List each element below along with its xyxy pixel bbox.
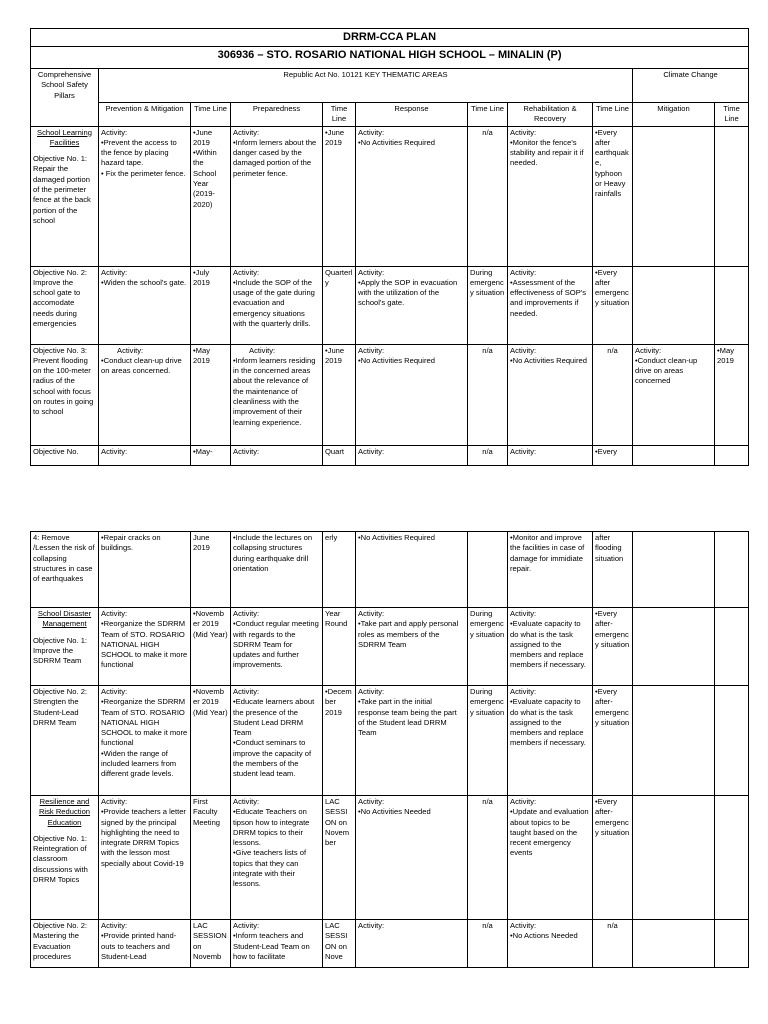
rehabilitation-cell: •Monitor and improve the facilities in case of damage for immidiate repair. — [508, 532, 593, 608]
response-cell: Activity: •Take part in the initial response team being the part of the Student lead DRRM Team — [356, 686, 468, 796]
mitigation-cell — [633, 532, 715, 608]
rehabilitation-cell: Activity: •No Actions Needed — [508, 920, 593, 968]
objective-text: Objective No. 2: Mastering the Evacuation procedures — [31, 920, 99, 968]
timeline-cell: •June 2019 — [323, 126, 356, 266]
table-row — [31, 445, 749, 465]
timeline-cell: •Every after-emergency situation — [593, 686, 633, 796]
response-cell: Activity: •Apply the SOP in evacuation with the utilization of the school's gate. — [356, 266, 468, 344]
col-timeline: Time Line — [715, 103, 749, 127]
timeline-cell — [715, 266, 749, 344]
table-row — [31, 920, 749, 968]
col-prevention: Prevention & Mitigation — [99, 103, 191, 127]
rehabilitation-cell: Activity: •Evaluate capacity to do what is the task assigned to the members and replace members if necessary. — [508, 686, 593, 796]
objective-text: Objective No. 2: Improve the school gate to accomodate needs during emergencies — [31, 266, 99, 344]
timeline-cell: •May 2019 — [715, 344, 749, 445]
timeline-cell — [715, 445, 749, 465]
prevention-cell: Activity: •Prevent the access to the fence by placing hazard tape. • Fix the perimeter fence. — [99, 126, 191, 266]
prevention-cell: •Repair cracks on buildings. — [99, 532, 191, 608]
col-timeline: Time Line — [191, 103, 231, 127]
header-pillars: Comprehensive School Safety Pillars — [31, 69, 99, 127]
timeline-cell: n/a — [468, 126, 508, 266]
response-cell: Activity: •No Activities Required — [356, 126, 468, 266]
table-row — [31, 796, 749, 920]
rehabilitation-cell: Activity: •Update and evaluation about topics to be taught based on the recent emergency events — [508, 796, 593, 920]
timeline-cell: •May- — [191, 445, 231, 465]
timeline-cell: LAC SESSION on November — [323, 796, 356, 920]
header-ra: Republic Act No. 10121 KEY THEMATIC AREAS — [99, 69, 633, 103]
timeline-cell: n/a — [593, 920, 633, 968]
timeline-cell: erly — [323, 532, 356, 608]
response-cell: Activity: •No Activities Needed — [356, 796, 468, 920]
mitigation-cell — [633, 445, 715, 465]
timeline-cell: •December 2019 — [323, 686, 356, 796]
timeline-cell: LAC SESSION on Novemb — [191, 920, 231, 968]
timeline-cell — [715, 532, 749, 608]
preparedness-cell: Activity: •Inform lerners about the danger cased by the damaged portion of the perimeter fence. — [231, 126, 323, 266]
timeline-cell — [715, 920, 749, 968]
timeline-cell: •Every — [593, 445, 633, 465]
preparedness-cell: Activity: •Educate learners about the presence of the Student Lead DRRM Team •Conduct seminars to improve the capacity of the members of the student lead team. — [231, 686, 323, 796]
table-row — [31, 532, 749, 608]
response-cell: Activity: — [356, 445, 468, 465]
rehabilitation-cell: Activity: •Evaluate capacity to do what is the task assigned to the members and replace members if necessary. — [508, 608, 593, 686]
timeline-cell: •November 2019 (Mid Year) — [191, 608, 231, 686]
timeline-cell: n/a — [468, 344, 508, 445]
timeline-cell: n/a — [593, 344, 633, 445]
preparedness-cell: •Include the lectures on collapsing structures during earthquake drill orientation — [231, 532, 323, 608]
objective-text: Objective No. 1: Improve the SDRRM Team — [33, 635, 90, 666]
timeline-cell: •Every after-emergency situation — [593, 796, 633, 920]
plan-title: DRRM-CCA PLAN — [31, 29, 749, 47]
timeline-cell: •June 2019 •Within the School Year (2019-2020) — [191, 126, 231, 266]
timeline-cell: During emergency situation — [468, 266, 508, 344]
timeline-cell: •Every after earthquake, typhoon or Heavy rainfalls — [593, 126, 633, 266]
col-mitigation: Mitigation — [633, 103, 715, 127]
timeline-cell — [715, 686, 749, 796]
col-rehabilitation: Rehabilitation & Recovery — [508, 103, 593, 127]
timeline-cell: •November 2019 (Mid Year) — [191, 686, 231, 796]
preparedness-cell: Activity: — [231, 445, 323, 465]
timeline-cell — [715, 126, 749, 266]
timeline-cell: •July 2019 — [191, 266, 231, 344]
mitigation-cell — [633, 920, 715, 968]
timeline-cell — [715, 608, 749, 686]
response-cell: Activity: •Take part and apply personal roles as members of the SDRRM Team — [356, 608, 468, 686]
objective-text: Objective No. 1: Reintegration of classroom discussions with DRRM Topics — [33, 833, 90, 885]
rehabilitation-cell: Activity: •Monitor the fence's stability and repair it if needed. — [508, 126, 593, 266]
mitigation-cell — [633, 608, 715, 686]
table-row — [31, 344, 749, 445]
header-climate: Climate Change — [633, 69, 749, 103]
prevention-cell: Activity: •Conduct clean-up drive on areas concerned. — [99, 344, 191, 445]
pillar-cell — [31, 126, 99, 266]
col-preparedness: Preparedness — [231, 103, 323, 127]
timeline-cell: During emergency situation — [468, 686, 508, 796]
timeline-cell — [715, 796, 749, 920]
objective-text: Objective No. — [31, 445, 99, 465]
objective-text: Objective No. 1: Repair the damaged portion of the perimeter fence at the back portion of the school — [33, 154, 93, 225]
prevention-cell: Activity: •Provide teachers a letter signed by the principal highlighting the need to integrate DRRM Topics with the lesson most specially about Covid-19 — [99, 796, 191, 920]
prevention-cell: Activity: •Provide printed hand-outs to teachers and Student-Lead — [99, 920, 191, 968]
prevention-cell: Activity: •Reorganize the SDRRM Team of STO. ROSARIO NATIONAL HIGH SCHOOL to make it more functional — [99, 608, 191, 686]
mitigation-cell — [633, 266, 715, 344]
preparedness-cell: Activity: •Inform teachers and Student-Lead Team on how to facilitate — [231, 920, 323, 968]
timeline-cell: •May 2019 — [191, 344, 231, 445]
timeline-cell: •Every after emergency situation — [593, 266, 633, 344]
table-row — [31, 266, 749, 344]
objective-text: Objective No. 2: Strengten the Student-Lead DRRM Team — [31, 686, 99, 796]
timeline-cell: LAC SESSION on Nove — [323, 920, 356, 968]
objective-text: Objective No. 3: Prevent flooding on the 100-meter radius of the school with focus on routes in going to school — [31, 344, 99, 445]
prevention-cell: Activity: •Widen the school's gate. — [99, 266, 191, 344]
preparedness-cell: Activity: •Inform learners residing in the concerned areas about the relevance of the maintenance of cleanliness with the improvement of their learning experience. — [231, 344, 323, 445]
rehabilitation-cell: Activity: •No Activities Required — [508, 344, 593, 445]
pillar-heading: Resilience and Risk Reduction Education — [38, 797, 91, 827]
timeline-cell: •Every after-emergency situation — [593, 608, 633, 686]
col-timeline: Time Line — [593, 103, 633, 127]
mitigation-cell — [633, 126, 715, 266]
timeline-cell: Quart — [323, 445, 356, 465]
timeline-cell: •June 2019 — [323, 344, 356, 445]
objective-text: 4: Remove /Lessen the risk of collapsing structures in case of earthquakes — [31, 532, 99, 608]
pillar-cell — [31, 608, 99, 686]
plan-table-page1 — [30, 28, 749, 466]
mitigation-cell — [633, 796, 715, 920]
col-timeline: Time Line — [323, 103, 356, 127]
mitigation-cell — [633, 686, 715, 796]
timeline-cell: after flooding situation — [593, 532, 633, 608]
timeline-cell: n/a — [468, 796, 508, 920]
rehabilitation-cell: Activity: — [508, 445, 593, 465]
timeline-cell — [468, 532, 508, 608]
preparedness-cell: Activity: •Educate Teachers on tipson how to integrate DRRM topics to their lessons. •Give teachers lists of topics that they can integrate with their lessons. — [231, 796, 323, 920]
timeline-cell: n/a — [468, 920, 508, 968]
timeline-cell: Year Round — [323, 608, 356, 686]
pillar-cell — [31, 796, 99, 920]
timeline-cell: June 2019 — [191, 532, 231, 608]
timeline-cell: During emergency situation — [468, 608, 508, 686]
preparedness-cell: Activity: •Conduct regular meeting with regards to the SDRRM Team for updates and further improvements. — [231, 608, 323, 686]
table-row — [31, 608, 749, 686]
plan-table-page2 — [30, 531, 749, 968]
prevention-cell: Activity: — [99, 445, 191, 465]
col-response: Response — [356, 103, 468, 127]
mitigation-cell: Activity: •Conduct clean-up drive on areas concerned — [633, 344, 715, 445]
rehabilitation-cell: Activity: •Assessment of the effectiveness of SOP's and improvements if needed. — [508, 266, 593, 344]
table-row — [31, 686, 749, 796]
response-cell: Activity: •No Activities Required — [356, 344, 468, 445]
preparedness-cell: Activity: •Include the SOP of the usage of the gate during evacuation and emergency situations with the quarterly drills. — [231, 266, 323, 344]
timeline-cell: n/a — [468, 445, 508, 465]
pillar-heading: School Learning Facilities — [37, 127, 92, 147]
pillar-heading: School Disaster Management — [37, 609, 92, 629]
table-row — [31, 126, 749, 266]
prevention-cell: Activity: •Reorganize the SDRRM Team of STO. ROSARIO NATIONAL HIGH SCHOOL to make it more functional •Widen the range of included learners from different grade levels. — [99, 686, 191, 796]
response-cell: •No Activities Required — [356, 532, 468, 608]
timeline-cell: First Faculty Meeting — [191, 796, 231, 920]
timeline-cell: Quarterly — [323, 266, 356, 344]
response-cell: Activity: — [356, 920, 468, 968]
school-name: 306936 – STO. ROSARIO NATIONAL HIGH SCHOOL – MINALIN (P) — [31, 47, 749, 69]
col-timeline: Time Line — [468, 103, 508, 127]
